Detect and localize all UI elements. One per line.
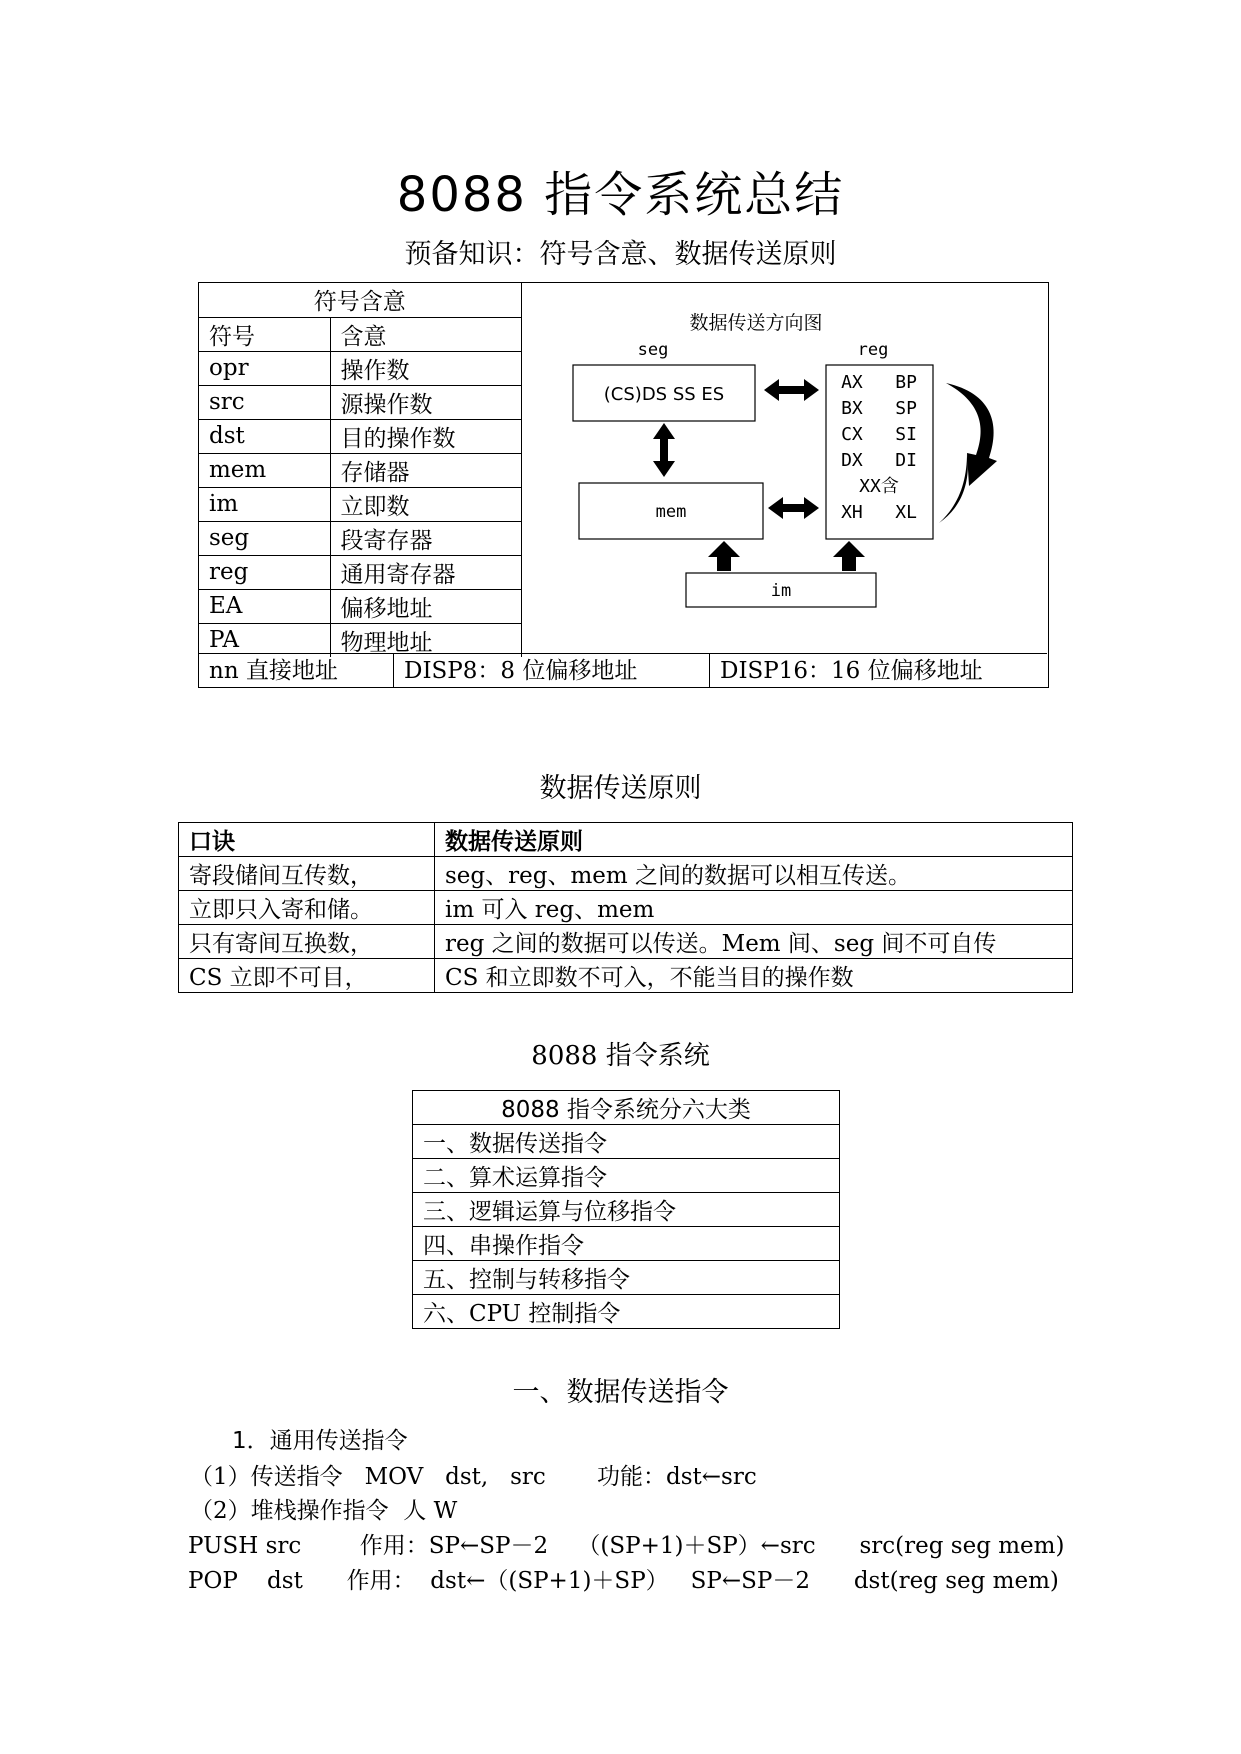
category-item: 五、控制与转移指令 bbox=[413, 1261, 840, 1295]
category-item: 一、数据传送指令 bbox=[413, 1125, 840, 1159]
symbol-cell: dst bbox=[199, 419, 330, 453]
push-line: PUSH src 作用：SP←SP－2 （(SP+1)＋SP）←src src(reg seg mem) bbox=[188, 1533, 1065, 1559]
col-rule-header: 数据传送原则 bbox=[435, 823, 1073, 857]
reg-exchange-curved-arrow-tail-icon bbox=[939, 453, 968, 523]
pop-line: POP dst 作用： dst←（(SP+1)＋SP） SP←SP－2 dst(reg seg mem) bbox=[188, 1568, 1059, 1594]
col-mnemonic-header: 口诀 bbox=[179, 823, 435, 857]
mem-box-label: mem bbox=[655, 502, 687, 522]
footer-disp16: DISP16：16 位偏移地址 bbox=[709, 654, 1047, 688]
reg-line: DX DI bbox=[841, 450, 917, 471]
mnemonic-cell: 寄段储间互传数， bbox=[179, 857, 435, 891]
reg-line: CX SI bbox=[841, 424, 917, 445]
meaning-cell: 偏移地址 bbox=[330, 589, 521, 623]
principles-title: 数据传送原则 bbox=[539, 773, 702, 804]
meaning-cell: 通用寄存器 bbox=[330, 555, 521, 589]
meaning-cell: 存储器 bbox=[330, 453, 521, 487]
meaning-cell: 立即数 bbox=[330, 487, 521, 521]
reg-line: XH XL bbox=[841, 502, 917, 523]
categories-table-header: 8088 指令系统分六大类 bbox=[413, 1091, 840, 1125]
im-to-mem-arrow-icon bbox=[708, 541, 740, 571]
im-to-reg-arrow-icon bbox=[833, 541, 865, 571]
symbol-cell: EA bbox=[199, 589, 330, 623]
symbol-cell: mem bbox=[199, 453, 330, 487]
section1-subtitle: 1．通用传送指令 bbox=[232, 1428, 408, 1454]
page-title: 8088 指令系统总结 bbox=[396, 167, 845, 223]
meaning-cell: 操作数 bbox=[330, 351, 521, 385]
symbol-and-diagram-box bbox=[198, 282, 1049, 688]
symbol-cell: seg bbox=[199, 521, 330, 555]
diagram-title: 数据传送方向图 bbox=[689, 312, 823, 334]
symbol-footer-row bbox=[199, 653, 1047, 688]
reg-line: BX SP bbox=[841, 398, 917, 419]
rule-cell: reg 之间的数据可以传送。Mem 间、seg 间不可自传 bbox=[435, 925, 1073, 959]
im-box-label: im bbox=[770, 581, 792, 601]
section1-title: 一、数据传送指令 bbox=[512, 1377, 729, 1408]
mov-line: （1）传送指令 MOV dst, src 功能：dst←src bbox=[190, 1464, 757, 1490]
symbol-cell: reg bbox=[199, 555, 330, 589]
meaning-cell: 段寄存器 bbox=[330, 521, 521, 555]
mem-reg-double-arrow-icon bbox=[768, 497, 819, 519]
reg-line: XX含 bbox=[859, 476, 899, 497]
symbol-table bbox=[199, 283, 522, 657]
rule-cell: im 可入 reg、mem bbox=[435, 891, 1073, 925]
category-item: 二、算术运算指令 bbox=[413, 1159, 840, 1193]
symbol-cell: opr bbox=[199, 351, 330, 385]
col-meaning-header: 含意 bbox=[330, 317, 521, 351]
seg-reg-double-arrow-icon bbox=[764, 379, 819, 401]
rule-cell: seg、reg、mem 之间的数据可以相互传送。 bbox=[435, 857, 1073, 891]
seg-mem-double-arrow-icon bbox=[653, 423, 675, 477]
col-symbol-header: 符号 bbox=[199, 317, 330, 351]
mnemonic-cell: CS 立即不可目， bbox=[179, 959, 435, 993]
mnemonic-cell: 只有寄间互换数， bbox=[179, 925, 435, 959]
mnemonic-cell: 立即只入寄和储。 bbox=[179, 891, 435, 925]
system-title: 8088 指令系统 bbox=[531, 1041, 710, 1071]
meaning-cell: 源操作数 bbox=[330, 385, 521, 419]
meaning-cell: 目的操作数 bbox=[330, 419, 521, 453]
category-item: 三、逻辑运算与位移指令 bbox=[413, 1193, 840, 1227]
symbol-cell: im bbox=[199, 487, 330, 521]
rule-cell: CS 和立即数不可入，不能当目的操作数 bbox=[435, 959, 1073, 993]
prelim-title: 预备知识：符号含意、数据传送原则 bbox=[404, 239, 837, 270]
symbol-cell: PA bbox=[199, 623, 330, 657]
seg-label: seg bbox=[637, 340, 669, 360]
symbol-cell: src bbox=[199, 385, 330, 419]
footer-direct-address: nn 直接地址 bbox=[209, 658, 338, 684]
footer-disp8: DISP8：8 位偏移地址 bbox=[393, 654, 709, 688]
reg-label: reg bbox=[857, 340, 889, 360]
stack-ops-line: （2）堆栈操作指令 人 W bbox=[190, 1498, 458, 1524]
symbol-table-header: 符号含意 bbox=[199, 283, 521, 317]
seg-box-label: (CS)DS SS ES bbox=[603, 384, 725, 405]
category-item: 四、串操作指令 bbox=[413, 1227, 840, 1261]
category-item: 六、CPU 控制指令 bbox=[413, 1295, 840, 1329]
categories-table bbox=[412, 1090, 840, 1329]
meaning-cell: 物理地址 bbox=[330, 623, 521, 657]
data-transfer-diagram bbox=[521, 283, 1048, 653]
reg-exchange-curved-arrow-icon bbox=[946, 383, 997, 486]
reg-line: AX BP bbox=[841, 372, 917, 393]
principles-table bbox=[178, 822, 1073, 993]
